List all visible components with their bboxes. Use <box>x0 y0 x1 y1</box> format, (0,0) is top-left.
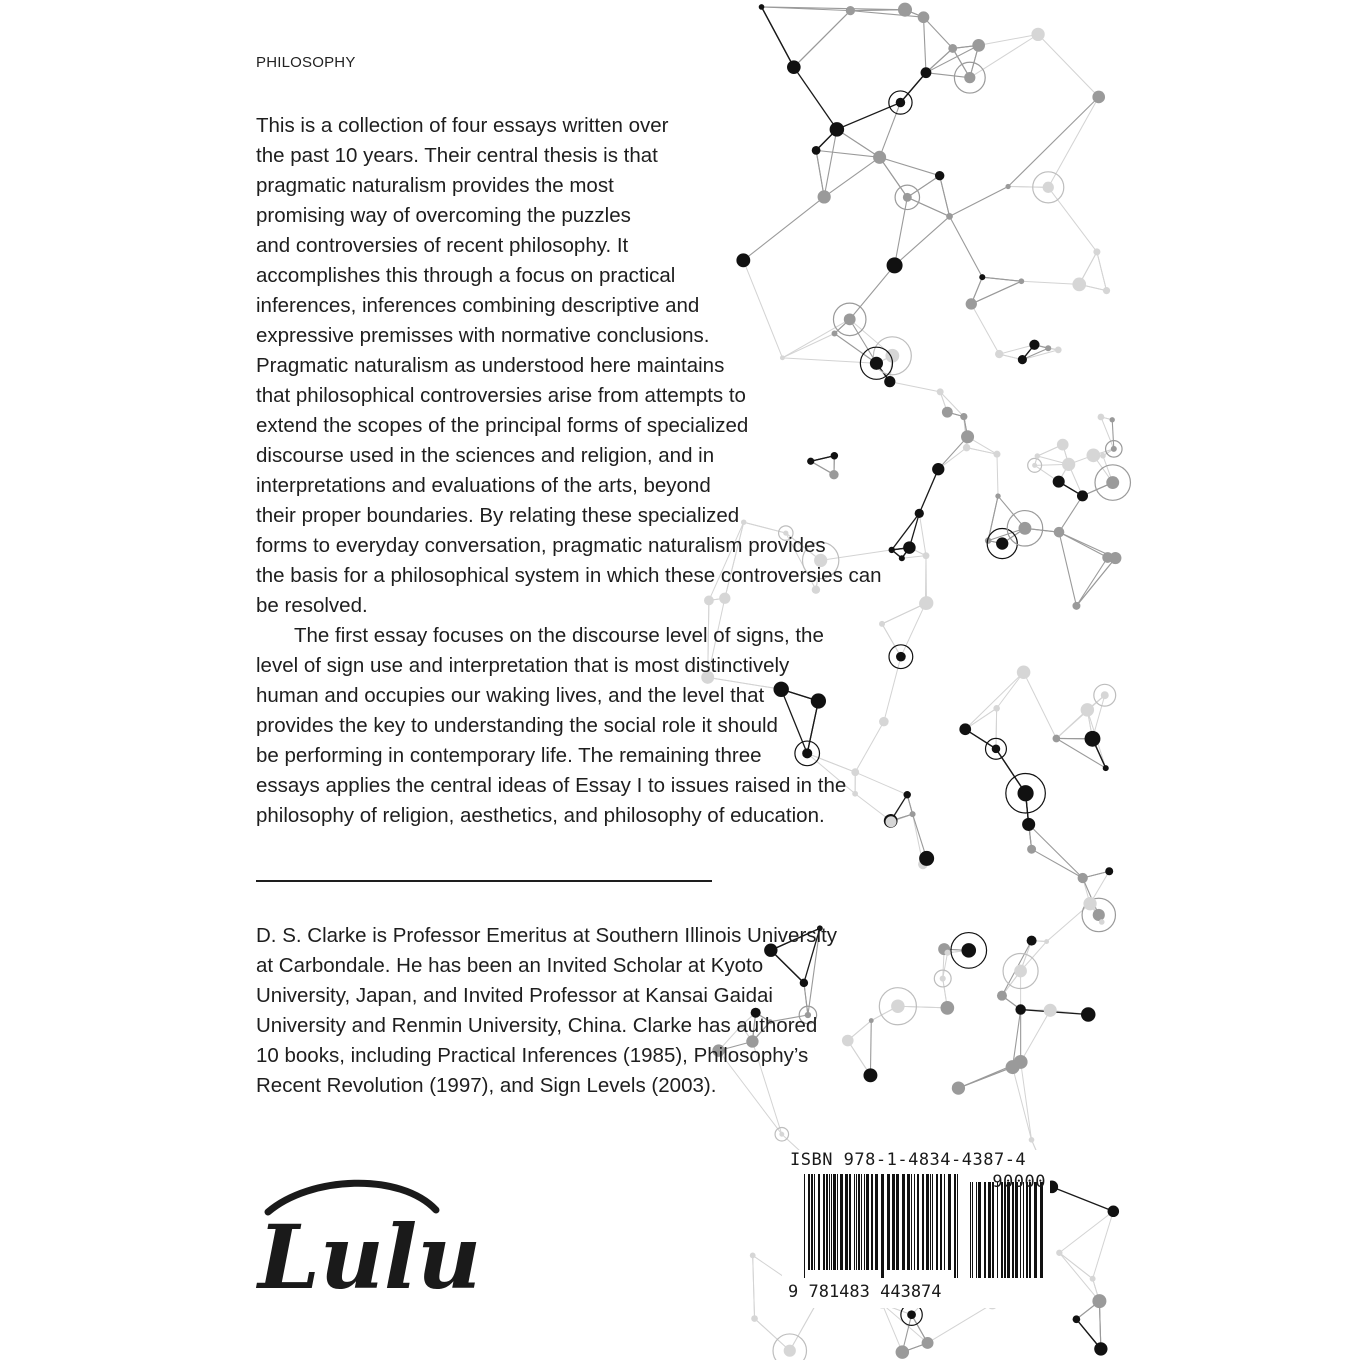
network-edge <box>1021 1062 1032 1140</box>
barcode-bar <box>804 1174 805 1278</box>
network-edge <box>965 672 1023 729</box>
barcode-bar <box>887 1174 890 1270</box>
barcode-bar <box>988 1182 991 1278</box>
network-node <box>1029 1137 1035 1143</box>
network-edge <box>971 304 999 354</box>
network-edge <box>900 73 926 103</box>
barcode-bar <box>948 1174 951 1270</box>
network-node <box>1090 1276 1096 1282</box>
barcode-bar <box>911 1174 912 1270</box>
network-node <box>961 430 974 443</box>
network-edge <box>997 454 998 496</box>
barcode-bar <box>861 1174 862 1270</box>
barcode-bar <box>1015 1182 1018 1278</box>
network-edge <box>1097 252 1107 291</box>
barcode-bar <box>811 1174 813 1270</box>
barcode-bar <box>970 1182 971 1278</box>
logo-wordmark: Lulu <box>258 1205 482 1309</box>
network-node <box>1111 446 1117 452</box>
network-edge <box>938 437 967 469</box>
network-node <box>1101 691 1109 699</box>
barcode-bar <box>957 1174 958 1278</box>
network-node <box>944 950 950 956</box>
network-edge <box>999 345 1034 354</box>
barcode-bar <box>922 1174 924 1270</box>
network-edge <box>1013 1067 1032 1140</box>
barcode-bar <box>1004 1182 1006 1278</box>
description-line: extend the scopes of the principal forms of specialized <box>256 414 749 437</box>
barcode-bar <box>932 1174 933 1270</box>
barcode-bar <box>881 1174 884 1278</box>
network-node <box>960 413 967 420</box>
network-node <box>1019 278 1025 284</box>
network-node <box>759 4 765 10</box>
barcode-bar <box>1020 1182 1021 1278</box>
barcode-bar <box>984 1182 986 1278</box>
network-node <box>750 1253 756 1259</box>
description-line: interpretations and evaluations of the arts, beyond <box>256 474 711 497</box>
barcode-bar <box>1023 1182 1024 1278</box>
network-node <box>1031 28 1044 41</box>
network-node <box>1056 1250 1062 1256</box>
description-line: forms to everyday conversation, pragmatic naturalism provides <box>256 534 826 557</box>
network-edge <box>982 277 1021 281</box>
network-edge <box>924 17 953 48</box>
network-node <box>993 451 1000 458</box>
network-node <box>1092 1294 1106 1308</box>
barcode-bar <box>892 1174 895 1270</box>
barcode-bar <box>875 1174 878 1270</box>
bio-line: 10 books, including Practical Inferences (1985), Philosophy’s <box>256 1044 809 1067</box>
author-bio <box>256 921 936 1101</box>
lulu-publisher-logo <box>250 1170 482 1310</box>
network-node <box>1027 936 1037 946</box>
barcode-bar <box>896 1174 899 1270</box>
barcode-bar <box>849 1174 851 1270</box>
network-node <box>979 274 985 280</box>
network-node <box>1022 818 1035 831</box>
network-node <box>1015 1004 1025 1014</box>
barcode-bar <box>940 1174 942 1270</box>
network-node <box>972 39 985 52</box>
description-line: promising way of overcoming the puzzles <box>256 204 631 227</box>
description-line: be resolved. <box>256 594 368 617</box>
network-node <box>1005 184 1010 189</box>
network-node <box>921 67 932 78</box>
price-code: 90000 <box>992 1172 1046 1192</box>
description-line: philosophy of religion, aesthetics, and philosophy of education. <box>256 804 825 827</box>
network-node <box>787 60 801 74</box>
network-node <box>1073 1315 1081 1323</box>
ean-digits: 9 781483 443874 <box>788 1282 942 1302</box>
network-node <box>1029 340 1039 350</box>
network-node <box>946 213 953 220</box>
network-node <box>1053 735 1061 743</box>
network-edge <box>1059 532 1076 606</box>
network-node <box>995 350 1003 358</box>
network-node <box>1092 91 1105 104</box>
description-line: their proper boundaries. By relating these specialized <box>256 504 740 527</box>
network-node <box>1017 665 1031 679</box>
network-edge <box>1059 532 1108 557</box>
description-line: and controversies of recent philosophy. It <box>256 234 629 257</box>
network-edge <box>1059 1211 1113 1253</box>
network-edge <box>1021 281 1079 284</box>
description-line: the past 10 years. Their central thesis is that <box>256 144 658 167</box>
barcode-bar <box>992 1182 994 1278</box>
network-edge <box>1024 672 1057 738</box>
network-node <box>779 1132 784 1137</box>
network-edge <box>1032 849 1083 878</box>
description-line: Pragmatic naturalism as understood here maintains <box>256 354 725 377</box>
barcode-bar <box>866 1174 869 1270</box>
network-node <box>1057 439 1069 451</box>
barcode-bar <box>871 1174 873 1270</box>
network-node <box>1062 458 1075 471</box>
description-line: that philosophical controversies arise from attempts to <box>256 384 746 407</box>
network-node <box>1085 731 1101 747</box>
network-node <box>1072 602 1080 610</box>
network-node <box>1093 909 1105 921</box>
network-edge <box>850 10 905 11</box>
network-node <box>1018 522 1031 535</box>
barcode-bar <box>936 1174 938 1270</box>
barcode-bar <box>930 1174 931 1270</box>
network-node <box>948 44 957 53</box>
barcode-bar <box>944 1174 945 1270</box>
barcode-bar <box>826 1174 828 1270</box>
network-edge <box>928 1304 993 1343</box>
barcode-bar <box>997 1182 998 1278</box>
network-edge <box>940 176 950 217</box>
network-node <box>1086 448 1100 462</box>
barcode-bar <box>833 1174 836 1270</box>
network-node <box>1110 417 1115 422</box>
bio-line: at Carbondale. He has been an Invited Scholar at Kyoto <box>256 954 764 977</box>
network-node <box>966 298 977 309</box>
network-edge <box>988 496 998 541</box>
network-node <box>997 991 1007 1001</box>
barcode-bar <box>814 1174 815 1270</box>
network-edge <box>924 17 926 72</box>
network-edge <box>1076 557 1107 605</box>
network-node <box>1102 552 1113 563</box>
barcode-bar <box>954 1174 956 1278</box>
network-node <box>1083 897 1096 910</box>
network-node <box>1108 1206 1120 1218</box>
barcode-bar <box>858 1174 860 1270</box>
barcode-bar <box>972 1182 973 1278</box>
network-edge <box>1059 1253 1092 1279</box>
network-edge <box>1008 186 1048 187</box>
book-description <box>256 111 936 831</box>
barcode-bar <box>818 1174 820 1270</box>
network-node <box>896 1345 909 1358</box>
network-edge <box>753 1255 755 1318</box>
network-node <box>1099 919 1105 925</box>
bio-line: D. S. Clarke is Professor Emeritus at Southern Illinois University <box>256 924 838 947</box>
network-node <box>1093 248 1100 255</box>
barcode-bar <box>808 1174 810 1270</box>
barcode-bar <box>823 1174 825 1270</box>
description-line: human and occupies our waking lives, and the level that <box>256 684 765 707</box>
network-node <box>1094 1342 1107 1355</box>
barcode-bar <box>907 1174 910 1270</box>
network-edge <box>926 73 970 78</box>
barcode-bar <box>845 1174 848 1270</box>
network-node <box>1081 1007 1096 1022</box>
network-node <box>784 1345 796 1357</box>
isbn-label: ISBN 978-1-4834-4387-4 <box>790 1150 1027 1170</box>
network-node <box>1077 490 1088 501</box>
network-node <box>1044 1004 1057 1017</box>
bio-line: University, Japan, and Invited Professor at Kansai Gaidai <box>256 984 773 1007</box>
network-edge <box>1048 187 1097 252</box>
barcode-bar <box>1026 1182 1028 1278</box>
network-node <box>1014 965 1027 978</box>
network-node <box>941 1001 955 1015</box>
description-line: inferences, inferences combining descriptive and <box>256 294 700 317</box>
barcode-bar <box>831 1174 832 1270</box>
network-node <box>907 1310 916 1319</box>
network-node <box>961 943 976 958</box>
network-node <box>751 1315 758 1322</box>
network-node <box>846 6 855 15</box>
isbn-barcode <box>782 1150 1050 1308</box>
description-line: accomplishes this through a focus on practical <box>256 264 676 287</box>
category-label: PHILOSOPHY <box>256 54 356 71</box>
network-node <box>995 493 1000 498</box>
network-node <box>896 98 905 107</box>
barcode-bar <box>914 1174 915 1270</box>
barcode-bar <box>1029 1182 1031 1278</box>
barcode-bar <box>829 1174 830 1270</box>
network-node <box>1103 765 1109 771</box>
network-edge <box>1056 695 1104 738</box>
barcode-bar <box>902 1174 905 1270</box>
network-edge <box>850 11 923 18</box>
barcode-bar <box>1040 1182 1043 1278</box>
network-node <box>1054 527 1065 538</box>
network-node <box>1081 703 1094 716</box>
barcode-bar <box>976 1182 977 1278</box>
barcode-bar <box>840 1174 843 1270</box>
network-node <box>1043 182 1054 193</box>
network-edge <box>1059 496 1082 532</box>
network-node <box>959 723 971 735</box>
network-edge <box>950 186 1009 216</box>
network-edge <box>1099 1301 1100 1349</box>
barcode-bar <box>1012 1182 1014 1278</box>
network-node <box>935 171 944 180</box>
network-node <box>992 745 1001 754</box>
network-edge <box>1093 1211 1114 1278</box>
description-line: This is a collection of four essays written over <box>256 114 669 137</box>
description-line: The first essay focuses on the discourse level of signs, the <box>294 624 824 647</box>
description-line: provides the key to understanding the social role it should <box>256 714 778 737</box>
barcode-bar <box>856 1174 857 1270</box>
network-node <box>1106 476 1119 489</box>
barcode-bar <box>1007 1182 1010 1278</box>
barcode-bar <box>864 1174 865 1270</box>
barcode-bar <box>1001 1182 1003 1278</box>
network-node <box>918 11 930 23</box>
network-node <box>1035 453 1041 459</box>
section-divider <box>256 880 712 882</box>
barcode-bar <box>1034 1182 1037 1278</box>
network-edge <box>794 11 851 68</box>
description-line: pragmatic naturalism provides the most <box>256 174 614 197</box>
barcode-bar <box>917 1174 919 1270</box>
network-node <box>898 3 912 17</box>
network-node <box>952 1081 965 1094</box>
network-edge <box>882 1304 902 1352</box>
description-line: be performing in contemporary life. The remaining three <box>256 744 762 767</box>
network-node <box>1105 867 1113 875</box>
network-node <box>1044 939 1049 944</box>
network-edge <box>1052 1187 1114 1211</box>
network-node <box>1098 414 1105 421</box>
network-node <box>964 72 975 83</box>
description-line: expressive premisses with normative conclusions. <box>256 324 710 347</box>
barcode-bar <box>978 1182 981 1278</box>
network-node <box>940 975 946 981</box>
network-node <box>1072 278 1086 292</box>
network-edge <box>950 216 983 277</box>
network-node <box>937 388 944 395</box>
network-node <box>942 407 953 418</box>
network-node <box>963 444 970 451</box>
network-node <box>1055 346 1062 353</box>
network-node <box>1014 1055 1028 1069</box>
network-node <box>1045 345 1051 351</box>
network-edge <box>996 708 997 749</box>
network-node <box>1017 785 1033 801</box>
network-node <box>1103 287 1110 294</box>
description-line: discourse used in the sciences and religion, and in <box>256 444 715 467</box>
network-node <box>993 705 1000 712</box>
barcode-bar <box>926 1174 929 1270</box>
description-line: essays applies the central ideas of Essay I to issues raised in the <box>256 774 847 797</box>
network-node <box>1100 453 1106 459</box>
network-edge <box>1029 824 1083 878</box>
network-edge <box>1021 1010 1051 1062</box>
bio-line: University and Renmin University, China. Clarke has authored <box>256 1014 818 1037</box>
network-node <box>996 537 1008 549</box>
description-line: the basis for a philosophical system in which these controversies can <box>256 564 882 587</box>
bio-line: Recent Revolution (1997), and Sign Levels (2003). <box>256 1074 717 1097</box>
network-node <box>1078 873 1088 883</box>
network-node <box>1018 355 1027 364</box>
network-node <box>1053 476 1065 488</box>
barcode-bar <box>837 1174 838 1270</box>
network-node <box>1027 845 1036 854</box>
network-edge <box>1038 34 1099 97</box>
network-node <box>1032 463 1037 468</box>
barcode-bar <box>854 1174 855 1270</box>
network-node <box>922 1337 934 1349</box>
network-edge <box>1076 558 1115 606</box>
network-node <box>919 851 934 866</box>
description-line: level of sign use and interpretation that is most distinctively <box>256 654 790 677</box>
network-edge <box>762 7 794 67</box>
